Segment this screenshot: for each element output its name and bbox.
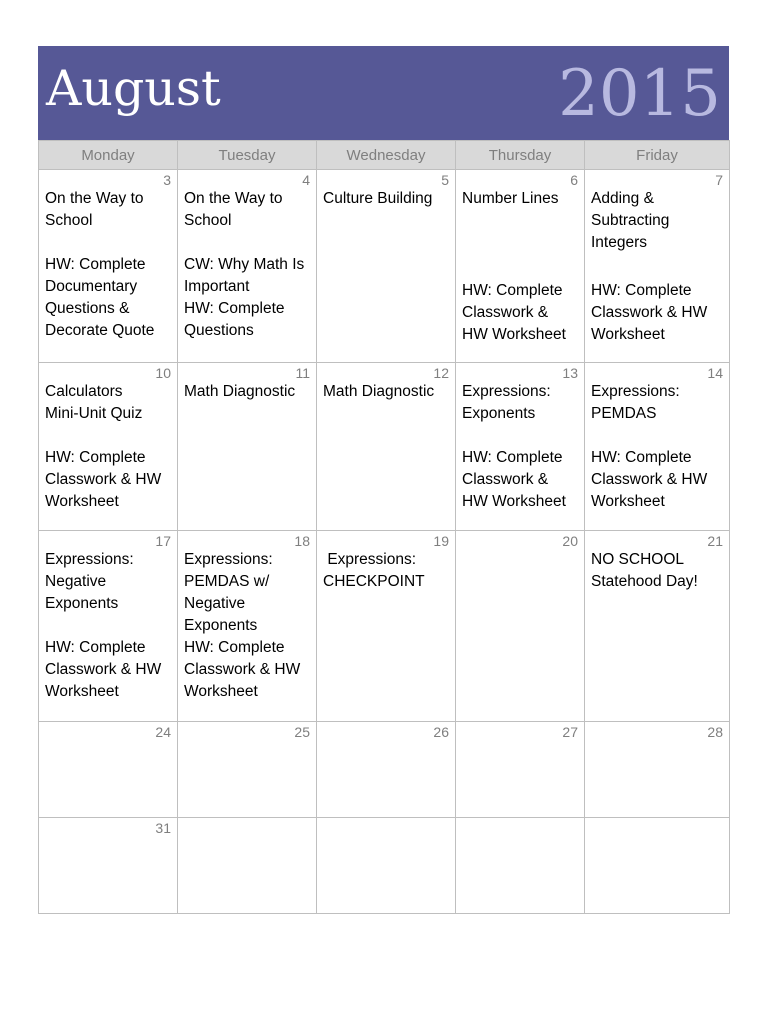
- day-number: 28: [707, 724, 723, 740]
- day-number: 6: [570, 172, 578, 188]
- day-cell: [178, 170, 317, 363]
- day-number: 24: [155, 724, 171, 740]
- day-cell: [178, 722, 317, 818]
- day-homework: HW: Complete Classwork & HW Worksheet: [184, 639, 301, 700]
- day-topic: Expressions: PEMDAS w/ Negative Exponents: [184, 551, 273, 634]
- day-cell: [585, 531, 730, 722]
- weekday-thursday: Thursday: [456, 141, 585, 170]
- day-topic: Number Lines: [462, 190, 559, 207]
- day-cell: [456, 722, 585, 818]
- day-homework: HW: Complete Classwork & HW Worksheet: [45, 639, 162, 700]
- day-number: 4: [302, 172, 310, 188]
- year-title: 2015: [558, 57, 721, 131]
- day-number: 7: [715, 172, 723, 188]
- day-number: 13: [562, 365, 578, 381]
- day-topic: Expressions: Exponents: [462, 383, 551, 422]
- day-cell: [178, 818, 317, 914]
- calendar-grid: [38, 140, 730, 914]
- day-number: 21: [707, 533, 723, 549]
- day-topic: On the Way to School: [45, 190, 144, 229]
- day-cell: [456, 818, 585, 914]
- day-cell: [39, 722, 178, 818]
- day-number: 12: [433, 365, 449, 381]
- day-number: 3: [163, 172, 171, 188]
- day-cell: [585, 170, 730, 363]
- day-topic: On the Way to School: [184, 190, 283, 229]
- day-topic: NO SCHOOL Statehood Day!: [591, 551, 698, 590]
- weekday-monday: Monday: [39, 141, 178, 170]
- weekday-wednesday: Wednesday: [317, 141, 456, 170]
- day-cell: [317, 722, 456, 818]
- day-homework: HW: Complete Classwork & HW Worksheet: [462, 282, 566, 343]
- day-topic: Expressions: CHECKPOINT: [323, 551, 425, 590]
- day-number: 19: [433, 533, 449, 549]
- day-cell: [317, 170, 456, 363]
- week-row: [39, 170, 730, 363]
- day-homework: HW: Complete Classwork & HW Worksheet: [462, 449, 566, 510]
- day-cell: [178, 363, 317, 531]
- day-topic: Expressions: PEMDAS: [591, 383, 680, 422]
- day-cell: [39, 363, 178, 531]
- day-cell: [585, 818, 730, 914]
- day-topic: Math Diagnostic: [184, 383, 296, 400]
- month-title: August: [46, 60, 221, 117]
- calendar: [38, 46, 729, 914]
- day-cell: [456, 363, 585, 531]
- weekday-friday: Friday: [585, 141, 730, 170]
- week-row: [39, 818, 730, 914]
- week-row: [39, 722, 730, 818]
- day-cell: [456, 170, 585, 363]
- week-row: [39, 363, 730, 531]
- day-homework: HW: Complete Classwork & HW Worksheet: [591, 449, 708, 510]
- day-number: 10: [155, 365, 171, 381]
- day-cell: [317, 818, 456, 914]
- day-homework: HW: Complete Documentary Questions & Decorate Quote: [45, 256, 155, 339]
- day-number: 27: [562, 724, 578, 740]
- day-number: 31: [155, 820, 171, 836]
- day-number: 26: [433, 724, 449, 740]
- week-row: [39, 531, 730, 722]
- weekday-tuesday: Tuesday: [178, 141, 317, 170]
- day-homework: CW: Why Math Is Important HW: Complete Questions: [184, 256, 305, 339]
- day-number: 20: [562, 533, 578, 549]
- day-number: 18: [294, 533, 310, 549]
- day-number: 25: [294, 724, 310, 740]
- day-number: 17: [155, 533, 171, 549]
- day-cell: [585, 722, 730, 818]
- day-topic: Expressions: Negative Exponents: [45, 551, 134, 612]
- weekday-header-row: [39, 141, 730, 170]
- day-number: 14: [707, 365, 723, 381]
- day-topic: Culture Building: [323, 190, 433, 207]
- day-homework: HW: Complete Classwork & HW Worksheet: [45, 449, 162, 510]
- day-cell: [317, 531, 456, 722]
- day-cell: [39, 818, 178, 914]
- calendar-header: [38, 46, 729, 140]
- day-cell: [456, 531, 585, 722]
- day-cell: [585, 363, 730, 531]
- day-cell: [39, 531, 178, 722]
- day-cell: [39, 170, 178, 363]
- day-topic: Calculators Mini-Unit Quiz: [45, 383, 143, 422]
- day-cell: [178, 531, 317, 722]
- day-homework: HW: Complete Classwork & HW Worksheet: [591, 282, 708, 343]
- day-cell: [317, 363, 456, 531]
- day-number: 5: [441, 172, 449, 188]
- day-topic: Adding & Subtracting Integers: [591, 190, 670, 251]
- day-topic: Math Diagnostic: [323, 383, 435, 400]
- day-number: 11: [295, 365, 310, 381]
